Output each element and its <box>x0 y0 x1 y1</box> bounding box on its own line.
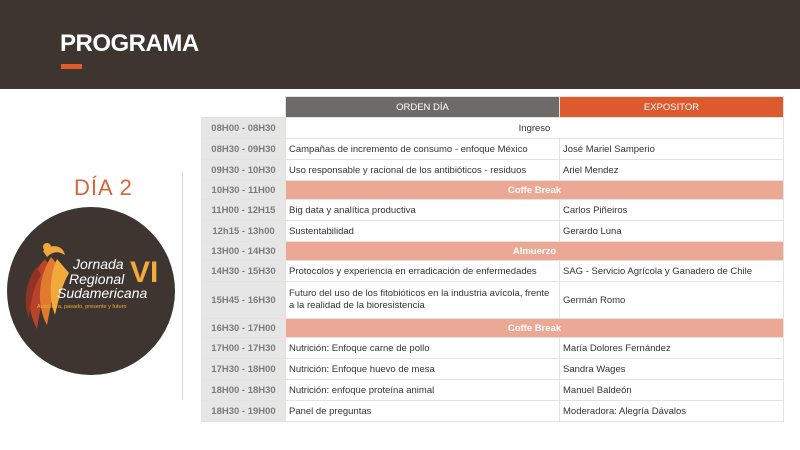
table-row <box>202 319 784 338</box>
topic-cell: Nutrición: enfoque proteína animal <box>286 380 560 401</box>
logo-tagline: Avicultura, pasado, presente y futuro <box>37 304 127 310</box>
header-blank-cell <box>202 97 286 118</box>
speaker-cell: María Dolores Fernández <box>560 338 784 359</box>
speaker-cell: Moderadora: Alegría Dávalos <box>560 401 784 422</box>
table-row <box>202 401 784 422</box>
topic-cell: Protocolos y experiencia en erradicación de enfermedades <box>286 261 560 282</box>
topic-cell: Big data y analítica productiva <box>286 200 560 221</box>
time-cell: 08H00 - 08H30 <box>202 118 286 139</box>
topic-cell: Panel de preguntas <box>286 401 560 422</box>
table-header-row <box>202 97 784 118</box>
time-cell: 17H30 - 18H00 <box>202 359 286 380</box>
column-header-orden: ORDEN DÍA <box>286 97 560 118</box>
speaker-cell: Ariel Mendez <box>560 160 784 181</box>
speaker-cell: Gerardo Luna <box>560 221 784 242</box>
speaker-cell: Carlos Piñeiros <box>560 200 784 221</box>
topic-cell: Futuro del uso de los fitobióticos en la industria avícola, frente a la realidad de la bioresistencia <box>286 282 560 319</box>
time-cell: 16H30 - 17H00 <box>202 319 286 338</box>
topic-cell: Campañas de incremento de consumo - enfoque México <box>286 139 560 160</box>
time-cell: 17H00 - 17H30 <box>202 338 286 359</box>
time-cell: 13H00 - 14H30 <box>202 242 286 261</box>
topic-cell: Nutrición: Enfoque carne de pollo <box>286 338 560 359</box>
table-row <box>202 139 784 160</box>
table-row <box>202 181 784 200</box>
speaker-cell: Manuel Baldeón <box>560 380 784 401</box>
time-cell: 08H30 - 09H30 <box>202 139 286 160</box>
topic-cell: Sustentabilidad <box>286 221 560 242</box>
day-label: DÍA 2 <box>74 175 133 200</box>
header-bar <box>0 0 800 89</box>
table-row <box>202 359 784 380</box>
speaker-cell: SAG - Servicio Agrícola y Ganadero de Chile <box>560 261 784 282</box>
title-underline <box>61 64 82 69</box>
break-cell: Almuerzo <box>286 242 784 261</box>
table-row <box>202 261 784 282</box>
time-cell: 11H00 - 12H15 <box>202 200 286 221</box>
break-cell: Coffe Break <box>286 319 784 338</box>
time-cell: 18H30 - 19H00 <box>202 401 286 422</box>
table-row <box>202 338 784 359</box>
column-header-expositor: EXPOSITOR <box>560 97 784 118</box>
speaker-cell: Sandra Wages <box>560 359 784 380</box>
time-cell: 18H00 - 18H30 <box>202 380 286 401</box>
logo-numeral: VI <box>130 256 159 289</box>
logo-line-2: Regional <box>69 271 125 287</box>
time-cell: 12h15 - 13h00 <box>202 221 286 242</box>
table-row <box>202 118 784 139</box>
table-row <box>202 282 784 319</box>
table-row <box>202 242 784 261</box>
schedule-body <box>202 118 784 422</box>
event-logo <box>7 207 175 375</box>
topic-cell: Nutrición: Enfoque huevo de mesa <box>286 359 560 380</box>
table-row <box>202 380 784 401</box>
time-cell: 09H30 - 10H30 <box>202 160 286 181</box>
speaker-cell: Germán Romo <box>560 282 784 319</box>
divider-line <box>182 172 183 400</box>
speaker-cell: José Mariel Samperio <box>560 139 784 160</box>
break-cell: Coffe Break <box>286 181 784 200</box>
page-title: PROGRAMA <box>60 30 199 57</box>
schedule-table <box>201 96 784 422</box>
topic-cell: Uso responsable y racional de los antibióticos - residuos <box>286 160 560 181</box>
time-cell: 15H45 - 16H30 <box>202 282 286 319</box>
table-row <box>202 221 784 242</box>
table-row <box>202 160 784 181</box>
merged-topic-cell: Ingreso <box>286 118 784 139</box>
logo-line-1: Jornada <box>73 256 124 272</box>
table-row <box>202 200 784 221</box>
time-cell: 10H30 - 11H00 <box>202 181 286 200</box>
logo-line-3: Sudamericana <box>57 285 148 301</box>
time-cell: 14H30 - 15H30 <box>202 261 286 282</box>
